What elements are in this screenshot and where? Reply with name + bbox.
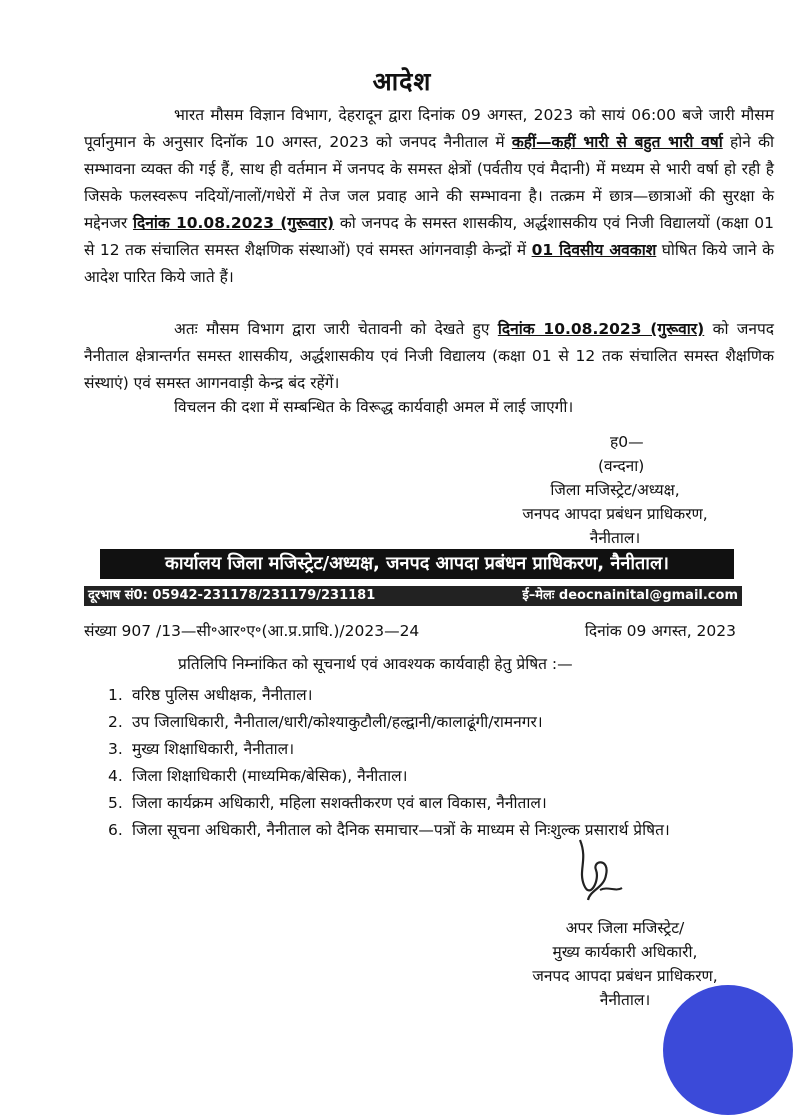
copy-to-item-text: उप जिलाधिकारी, नैनीताल/धारी/कोश्याकुटौली/हल्द्वानी/कालाढूंगी/रामनगर।	[132, 713, 543, 731]
overlay-circle	[663, 985, 793, 1115]
reference-line	[84, 618, 744, 644]
email-address: ई–मेलः deocnainital@gmail.com	[522, 588, 738, 603]
sig1-line-2: (वन्दना)	[598, 457, 645, 475]
copy-to-item-text: जिला शिक्षाधिकारी (माध्यमिक/बेसिक), नैनीताल।	[132, 767, 408, 785]
sig2-line-1: अपर जिला मजिस्ट्रेट/	[565, 919, 685, 937]
copy-to-item-text: मुख्य शिक्षाधिकारी, नैनीताल।	[132, 740, 295, 758]
copy-to-item-number: 5.	[108, 794, 123, 812]
copy-to-item-number: 3.	[108, 740, 123, 758]
sig1-line-4: जनपद आपदा प्रबंधन प्राधिकरण,	[522, 505, 708, 523]
para1-emphasis-1: कहीं—कहीं भारी से बहुत भारी वर्षा	[511, 133, 723, 151]
para1-text-3: को जनपद के समस्त शासकीय, अर्द्धशासकीय एवं निजी विद्यालयों (कक्षा 01 से 12 तक संचालित समस्त शैक्षणिक संस्थाओं) एवं समस्त आंगनवाड़ी केन्द्रों में	[84, 214, 774, 259]
copy-to-item	[108, 763, 744, 790]
order-paragraph-1	[84, 102, 774, 291]
office-banner: कार्यालय जिला मजिस्ट्रेट/अध्यक्ष, जनपद आपदा प्रबंधन प्राधिकरण, नैनीताल।	[100, 549, 734, 579]
copy-to-list	[108, 682, 744, 844]
sig2-line-4: नैनीताल।	[599, 991, 651, 1009]
copy-to-item	[108, 790, 744, 817]
phone-numbers: दूरभाष सं0: 05942-231178/231179/231181	[88, 588, 376, 603]
para1-text-2: होने की सम्भावना व्यक्त की गई हैं, साथ ही वर्तमान में जनपद के समस्त क्षेत्रों (पर्वतीय एवं मैदानी) में मध्यम से भारी वर्षा हो रही है जिसके फलस्वरूप नदियों/नालों/गधेरों में तेज जल प्रवाह आने की सम्भावना है। तत्क्रम में छात्र—छात्राओं की सुरक्षा के मद्देनजर	[84, 133, 774, 232]
sig1-line-3: जिला मजिस्ट्रेट/अध्यक्ष,	[550, 481, 680, 499]
copy-to-item	[108, 736, 744, 763]
handwritten-signature	[560, 830, 650, 910]
copy-to-item-text: वरिष्ठ पुलिस अधीक्षक, नैनीताल।	[132, 686, 313, 704]
copy-to-item-number: 2.	[108, 713, 123, 731]
para2-text-1: अतः मौसम विभाग द्वारा जारी चेतावनी को देखते हुए	[174, 320, 498, 338]
order-paragraph-3	[84, 394, 774, 421]
para3-text: विचलन की दशा में सम्बन्धित के विरूद्ध कार्यवाही अमल में लाई जाएगी।	[174, 398, 574, 416]
para1-emphasis-2: दिनांक 10.08.2023 (गुरूवार)	[132, 214, 335, 232]
para2-text-2: को जनपद नैनीताल क्षेत्रान्तर्गत समस्त शासकीय, अर्द्धशासकीय एवं निजी विद्यालय (कक्षा 01 से 12 तक संचालित समस्त शैक्षणिक संस्थाएं) एवं समस्त आगनवाड़ी केन्द्र बंद रहेंगें।	[84, 320, 774, 392]
signature-block-dm	[480, 430, 750, 550]
copy-to-item-number: 6.	[108, 821, 123, 839]
copy-to-item-text: जिला सूचना अधिकारी, नैनीताल को दैनिक समाचार—पत्रों के माध्यम से निःशुल्क प्रसारार्थ प्रेषित।	[132, 821, 670, 839]
contact-strip	[84, 586, 742, 606]
copy-to-item-number: 4.	[108, 767, 123, 785]
copy-to-item	[108, 682, 744, 709]
para2-emphasis-1: दिनांक 10.08.2023 (गुरूवार)	[497, 320, 705, 338]
para1-text-1: भारत मौसम विज्ञान विभाग, देहरादून द्वारा दिनांक 09 अगस्त, 2023 को सायं 06:00 बजे जारी मौसम पूर्वानुमान के अनुसार दिनॉक 10 अगस्त, 2023 को जनपद नैनीताल में	[84, 106, 774, 151]
document-title: आदेश	[372, 67, 432, 96]
copy-to-item-text: जिला कार्यक्रम अधिकारी, महिला सशक्तीकरण एवं बाल विकास, नैनीताल।	[132, 794, 547, 812]
sig2-line-2: मुख्य कार्यकारी अधिकारी,	[552, 943, 698, 961]
sig1-line-1: ह0—	[610, 433, 644, 451]
copy-to-heading: प्रतिलिपि निम्नांकित को सूचनार्थ एवं आवश्यक कार्यवाही हेतु प्रेषित :—	[178, 655, 573, 673]
reference-number: संख्या 907 /13—सी॰आर॰ए॰(आ.प्र.प्राधि.)/2023—24	[84, 622, 420, 640]
sig1-line-5: नैनीताल।	[589, 529, 641, 547]
copy-to-item-number: 1.	[108, 686, 123, 704]
order-paragraph-2	[84, 316, 774, 397]
sig2-line-3: जनपद आपदा प्रबंधन प्राधिकरण,	[532, 967, 718, 985]
para1-emphasis-3: 01 दिवसीय अवकाश	[531, 241, 657, 259]
reference-date: दिनांक 09 अगस्त, 2023	[584, 622, 736, 640]
para1-text-4: घोषित किये जाने के आदेश पारित किये जाते हैं।	[84, 241, 774, 286]
copy-to-item	[108, 709, 744, 736]
